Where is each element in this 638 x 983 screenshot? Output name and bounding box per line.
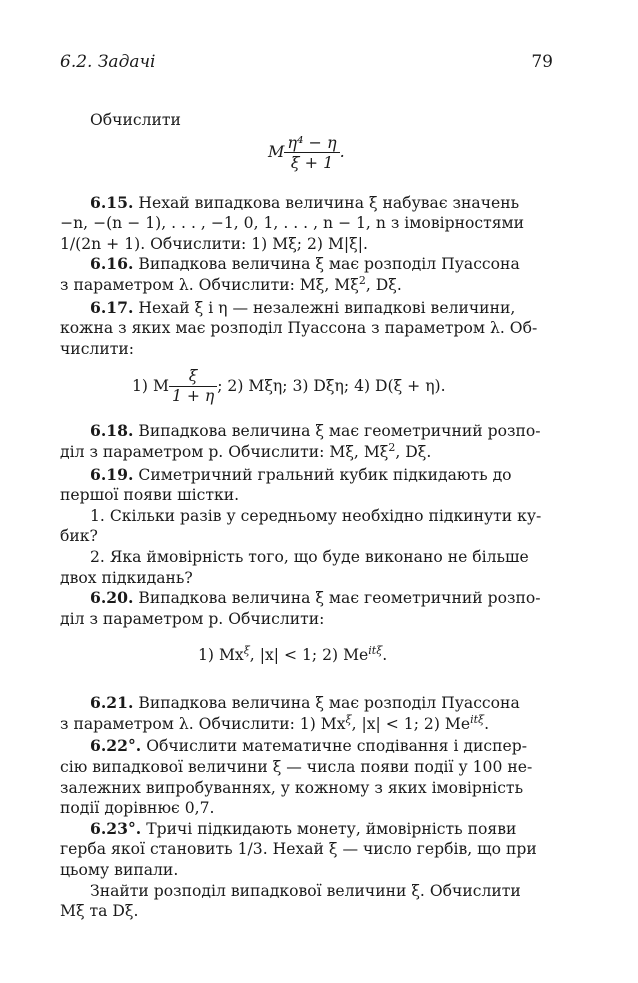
text-line: бик? bbox=[60, 527, 98, 546]
text-line: двох підкидань? bbox=[60, 568, 193, 587]
formula-denominator: 1 + η bbox=[171, 387, 215, 406]
text-line: Обчислити математичне сподівання і диспер- bbox=[146, 737, 527, 756]
text-line: числити: bbox=[60, 339, 135, 358]
text-line: кожна з яких має розподіл Пуассона з параметром λ. Об- bbox=[60, 319, 538, 338]
formula-part: 1) Mx bbox=[198, 646, 244, 665]
text-line: сію випадкової величини ξ — числа появи події у 100 не- bbox=[60, 758, 533, 777]
superscript: 2 bbox=[358, 273, 366, 287]
problem-number: 6.22°. bbox=[90, 736, 142, 756]
problem-number: 6.21. bbox=[90, 693, 134, 713]
problem-6-18 bbox=[60, 421, 554, 464]
superscript: itξ bbox=[470, 712, 485, 726]
text-line: Mξ та Dξ. bbox=[60, 902, 139, 921]
problem-number: 6.20. bbox=[90, 588, 134, 608]
problem-number: 6.15. bbox=[90, 192, 134, 212]
text-line: . bbox=[484, 714, 490, 733]
superscript: ξ bbox=[243, 644, 250, 658]
formula-numerator: η⁴ − η bbox=[284, 133, 339, 153]
problem-6-20 bbox=[60, 588, 554, 681]
running-header-section: 6.2. Задачі bbox=[60, 52, 156, 72]
intro-formula bbox=[60, 131, 554, 177]
text-line: Нехай випадкова величина ξ набуває значень bbox=[138, 193, 520, 212]
formula-dot: . bbox=[339, 141, 345, 161]
text-line: першої появи шістки. bbox=[60, 486, 240, 505]
superscript: ξ bbox=[345, 712, 352, 726]
formula-part: 1) M bbox=[132, 377, 169, 396]
text-line: Нехай ξ і η — незалежні випадкові величини, bbox=[138, 298, 516, 317]
text-line: , Dξ. bbox=[365, 275, 402, 294]
problem-number: 6.19. bbox=[90, 464, 134, 484]
text-line: , |x| < 1; 2) Me bbox=[351, 714, 471, 733]
formula-part: . bbox=[382, 646, 388, 665]
problem-6-20-formula bbox=[60, 629, 554, 681]
page-body bbox=[60, 110, 554, 922]
formula-part: ; 2) Mξη; 3) Dξη; 4) D(ξ + η). bbox=[217, 377, 446, 396]
text-line: 2. Яка ймовірність того, що буде виконано не більше bbox=[90, 547, 529, 566]
problem-6-15 bbox=[60, 193, 554, 255]
problem-number: 6.16. bbox=[90, 254, 134, 274]
problem-number: 6.23°. bbox=[90, 818, 142, 838]
text-line: Випадкова величина ξ має розподіл Пуассона bbox=[138, 694, 520, 713]
formula-fraction bbox=[284, 133, 339, 172]
formula-part: , |x| < 1; 2) Me bbox=[249, 646, 369, 665]
problem-6-22 bbox=[60, 736, 554, 818]
problem-6-17 bbox=[60, 298, 554, 416]
formula-fraction bbox=[169, 367, 217, 406]
superscript: itξ bbox=[368, 644, 383, 658]
superscript: 2 bbox=[388, 440, 396, 454]
text-line: герба якої становить 1/3. Нехай ξ — число гербів, що при bbox=[60, 840, 537, 859]
intro-text: Обчислити bbox=[90, 111, 181, 129]
problem-number: 6.18. bbox=[90, 421, 134, 441]
text-line: Випадкова величина ξ має геометричний розпо- bbox=[138, 422, 541, 441]
text-line: цьому випали. bbox=[60, 861, 179, 880]
text-line: Симетричний гральний кубик підкидають до bbox=[138, 465, 512, 484]
text-line: з параметром λ. Обчислити: 1) Mx bbox=[60, 714, 346, 733]
text-line: Тричі підкидають монету, ймовірність появи bbox=[146, 819, 517, 838]
text-line: Випадкова величина ξ має розподіл Пуассона bbox=[138, 255, 520, 274]
problem-6-19 bbox=[60, 465, 554, 589]
text-line: 1. Скільки разів у середньому необхідно підкинути ку- bbox=[90, 506, 542, 525]
text-line: з параметром λ. Обчислити: Mξ, Mξ bbox=[60, 275, 359, 294]
text-line: 1/(2n + 1). Обчислити: 1) Mξ; 2) M|ξ|. bbox=[60, 234, 368, 253]
formula-m: M bbox=[268, 141, 285, 161]
problem-number: 6.17. bbox=[90, 297, 134, 317]
text-line: залежних випробуваннях, у кожному з яких імовірність bbox=[60, 778, 524, 797]
formula-denominator: ξ + 1 bbox=[290, 152, 334, 172]
problem-6-16 bbox=[60, 254, 554, 297]
problem-6-17-formula bbox=[60, 359, 554, 415]
formula-numerator: ξ bbox=[169, 367, 217, 387]
text-line: , Dξ. bbox=[395, 442, 432, 461]
problem-6-21 bbox=[60, 693, 554, 736]
page-number: 79 bbox=[531, 52, 553, 72]
text-line: −n, −(n − 1), . . . , −1, 0, 1, . . . , n − 1, n з імовірностями bbox=[60, 214, 525, 233]
problem-6-23 bbox=[60, 819, 554, 922]
text-line: Випадкова величина ξ має геометричний розпо- bbox=[138, 589, 541, 608]
text-line: події дорівнює 0,7. bbox=[60, 799, 215, 818]
text-line: діл з параметром p. Обчислити: bbox=[60, 609, 325, 628]
text-line: Знайти розподіл випадкової величини ξ. Обчислити bbox=[90, 881, 521, 900]
text-line: діл з параметром p. Обчислити: Mξ, Mξ bbox=[60, 442, 389, 461]
